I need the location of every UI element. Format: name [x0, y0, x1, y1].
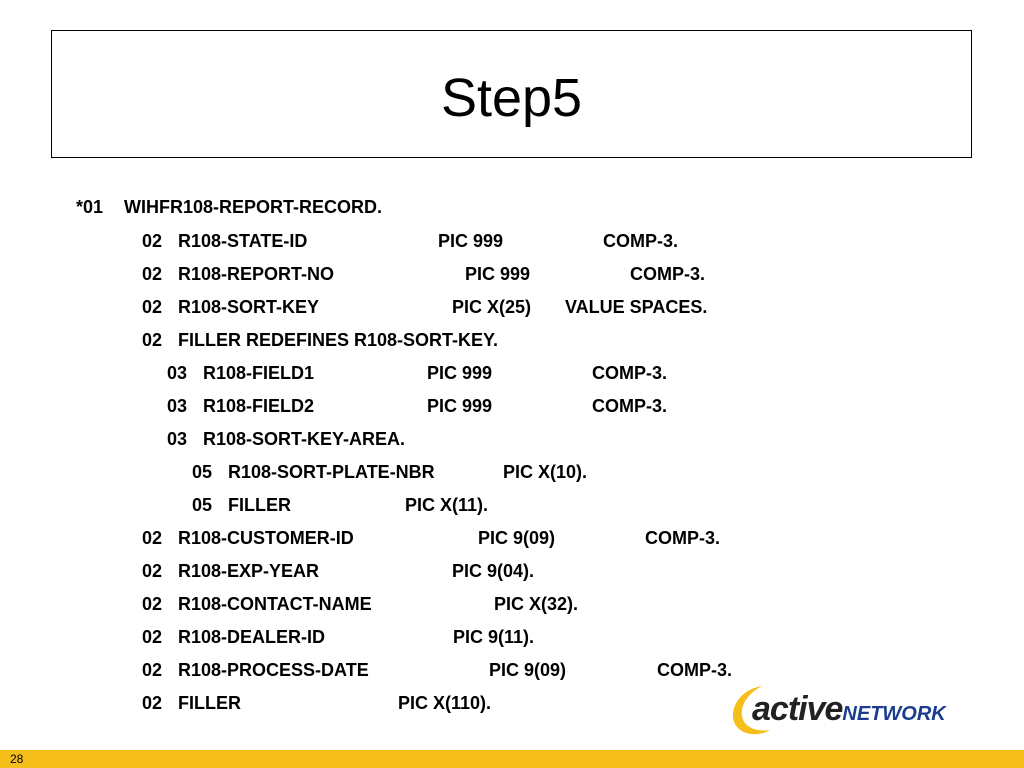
code-field-name: R108-FIELD2	[203, 396, 315, 416]
code-level: 02	[142, 264, 163, 284]
code-pic-clause: PIC X(25)	[452, 297, 532, 317]
code-field-name: FILLER	[178, 693, 241, 713]
code-field-name: R108-REPORT-NO	[178, 264, 335, 284]
code-level: 02	[142, 297, 163, 317]
code-pic-clause: PIC 999	[427, 363, 493, 383]
logo-word-network: NETWORK	[842, 703, 946, 725]
code-usage-clause: COMP-3.	[630, 264, 706, 284]
code-level: 02	[142, 660, 163, 680]
code-usage-clause: COMP-3.	[645, 528, 721, 548]
code-pic-clause: PIC 999	[438, 231, 504, 251]
page-number: 28	[10, 752, 24, 766]
code-field-name: R108-STATE-ID	[178, 231, 308, 251]
code-level: 02	[142, 561, 163, 581]
code-field-name: R108-SORT-KEY-AREA.	[203, 429, 406, 449]
code-field-name: FILLER	[228, 495, 291, 515]
code-field-name: WIHFR108-REPORT-RECORD.	[124, 197, 383, 217]
code-pic-clause: PIC X(10).	[503, 462, 588, 482]
code-level: 02	[142, 231, 163, 251]
code-pic-clause: PIC 9(09)	[478, 528, 556, 548]
code-field-name: R108-SORT-KEY	[178, 297, 320, 317]
code-pic-clause: PIC X(110).	[398, 693, 492, 713]
code-pic-clause: PIC 999	[465, 264, 531, 284]
code-level: 03	[167, 363, 188, 383]
code-level: 02	[142, 528, 163, 548]
code-usage-clause: COMP-3.	[657, 660, 733, 680]
code-field-name: R108-EXP-YEAR	[178, 561, 320, 581]
code-field-name: R108-CUSTOMER-ID	[178, 528, 354, 548]
code-field-name: R108-SORT-PLATE-NBR	[228, 462, 435, 482]
code-level: 02	[142, 627, 163, 647]
code-level: *01	[76, 197, 104, 217]
code-field-name: R108-FIELD1	[203, 363, 315, 383]
code-level: 02	[142, 594, 163, 614]
code-field-name: R108-CONTACT-NAME	[178, 594, 372, 614]
code-usage-clause: COMP-3.	[592, 396, 668, 416]
code-usage-clause: COMP-3.	[603, 231, 679, 251]
code-usage-clause: COMP-3.	[592, 363, 668, 383]
code-pic-clause: PIC 9(04).	[452, 561, 535, 581]
slide-title: Step5	[440, 68, 583, 128]
code-level: 02	[142, 693, 163, 713]
code-field-name: R108-DEALER-ID	[178, 627, 326, 647]
code-level: 02	[142, 330, 163, 350]
code-field-name: R108-PROCESS-DATE	[178, 660, 369, 680]
code-pic-clause: PIC 999	[427, 396, 493, 416]
code-level: 05	[192, 495, 213, 515]
code-pic-clause: PIC 9(09)	[489, 660, 567, 680]
code-pic-clause: PIC X(11).	[405, 495, 489, 515]
code-pic-clause: PIC X(32).	[494, 594, 579, 614]
code-level: 03	[167, 396, 188, 416]
code-level: 03	[167, 429, 188, 449]
code-pic-clause: PIC 9(11).	[453, 627, 535, 647]
footer-bar	[0, 750, 1024, 768]
title-box	[51, 30, 972, 158]
code-field-name: FILLER REDEFINES R108-SORT-KEY.	[178, 330, 499, 350]
code-level: 05	[192, 462, 213, 482]
company-logo	[724, 676, 994, 740]
code-usage-clause: VALUE SPACES.	[565, 297, 708, 317]
logo-word-active: active	[752, 690, 843, 728]
